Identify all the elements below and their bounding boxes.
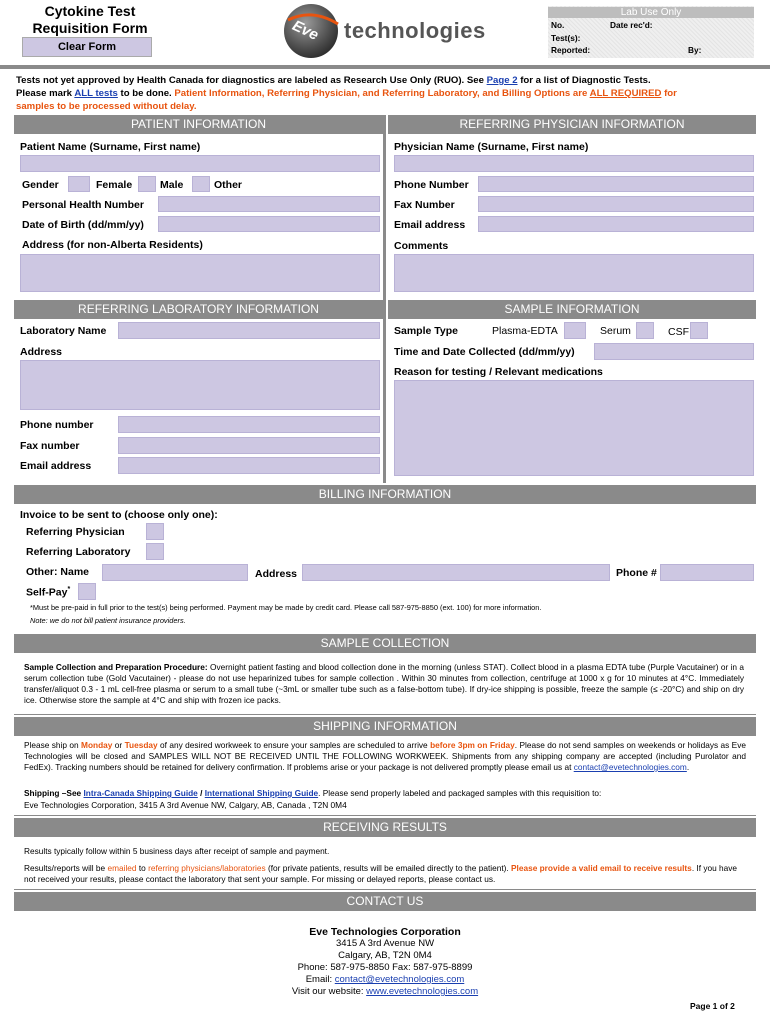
self-pay-label: Self-Pay* bbox=[26, 586, 71, 599]
gender-label: Gender bbox=[22, 179, 59, 191]
sample-type-label: Sample Type bbox=[394, 325, 458, 337]
serum-checkbox[interactable] bbox=[636, 322, 654, 339]
intra-canada-guide-link[interactable]: Intra-Canada Shipping Guide bbox=[83, 788, 198, 798]
column-divider-2 bbox=[383, 300, 386, 483]
lab-name-field[interactable] bbox=[118, 322, 380, 339]
self-pay-checkbox[interactable] bbox=[78, 583, 96, 600]
lab-fax-field[interactable] bbox=[118, 437, 380, 454]
logo-letters: Eve bbox=[289, 17, 322, 44]
female-checkbox[interactable] bbox=[68, 176, 90, 192]
lab-phone-label: Phone number bbox=[20, 419, 94, 431]
ref-phys-checkbox[interactable] bbox=[146, 523, 164, 540]
receiving-rule bbox=[14, 889, 756, 890]
other-name-field[interactable] bbox=[102, 564, 248, 581]
comments-field[interactable] bbox=[394, 254, 754, 292]
receiving-heading: RECEIVING RESULTS bbox=[14, 818, 756, 837]
lab-email-label: Email address bbox=[20, 460, 92, 472]
dob-label: Date of Birth (dd/mm/yy) bbox=[22, 219, 144, 231]
physician-email-field[interactable] bbox=[478, 216, 754, 232]
lab-address-field[interactable] bbox=[20, 360, 380, 410]
contact-addr1: 3415 A 3rd Avenue NW bbox=[335, 938, 435, 949]
csf-checkbox[interactable] bbox=[690, 322, 708, 339]
physician-email-label: Email address bbox=[394, 219, 466, 231]
collection-heading: SAMPLE COLLECTION bbox=[14, 634, 756, 653]
other-name-label: Other: Name bbox=[26, 566, 90, 578]
clear-form-button[interactable]: Clear Form bbox=[22, 37, 152, 57]
contact-company: Eve Technologies Corporation bbox=[309, 926, 461, 938]
page-number: Page 1 of 2 bbox=[690, 1001, 735, 1011]
billing-phone-field[interactable] bbox=[660, 564, 754, 581]
shipping-email-link[interactable]: contact@evetechnologies.com bbox=[573, 762, 687, 772]
ref-phys-label: Referring Physician bbox=[26, 526, 125, 538]
ref-lab-checkbox[interactable] bbox=[146, 543, 164, 560]
edta-label: Plasma-EDTA bbox=[492, 325, 558, 337]
lab-use-tests: Test(s): bbox=[551, 33, 581, 43]
collected-field[interactable] bbox=[594, 343, 754, 360]
patient-name-field[interactable] bbox=[20, 155, 380, 172]
male-checkbox[interactable] bbox=[138, 176, 156, 192]
shipping-text: Please ship on Monday or Tuesday of any desired workweek to ensure your samples are scheduled to arrive before 3pm on Friday. Please do not send samples on weekends or holidays as Eve Technologies will be closed and SAMPLES WILL NOT BE RECEIVED UNTIL THE FOLLOWING WORKWEEK. Shipments from any shipping company are accepted (including Purolator and FedEx). Tracking numbers should be retained for delivery confirmation. If problems arise or your package is not delivered promptly please email us at contact@evetechnologies.com. bbox=[24, 740, 746, 772]
contact-heading: CONTACT US bbox=[14, 892, 756, 911]
billing-note-2: Note: we do not bill patient insurance providers. bbox=[30, 616, 186, 625]
contact-addr2: Calgary, AB, T2N 0M4 bbox=[338, 950, 432, 961]
header-divider bbox=[0, 65, 770, 69]
receiving-p2: Results/reports will be emailed to referring physicians/laboratories (for private patients, results will be emailed directly to the patient). Please provide a valid email to receive results. If you have not received your results, please contact the laboratory that sent your sample. For missing or delayed reports, please contact us. bbox=[24, 863, 738, 884]
lab-use-date-recd: Date rec'd: bbox=[610, 20, 653, 30]
lab-email-field[interactable] bbox=[118, 457, 380, 474]
lab-use-box bbox=[548, 6, 754, 58]
dob-field[interactable] bbox=[158, 216, 380, 232]
collected-label: Time and Date Collected (dd/mm/yy) bbox=[394, 346, 575, 358]
phn-field[interactable] bbox=[158, 196, 380, 212]
ref-lab-label: Referring Laboratory bbox=[26, 546, 131, 558]
shipping-address: Eve Technologies Corporation, 3415 A 3rd Avenue NW, Calgary, AB, Canada , T2N 0M4 bbox=[24, 800, 347, 810]
shipping-heading: SHIPPING INFORMATION bbox=[14, 717, 756, 736]
patient-heading: PATIENT INFORMATION bbox=[14, 115, 383, 134]
notice: Tests not yet approved by Health Canada for diagnostics are labeled as Research Use Only (RUO). See Page 2 for a list of Diagnostic Tests. Please mark ALL tests to be done. Patient Information, Referring Physician, and Referring Laboratory, and Billing Options are ALL REQUIRED for samples to be processed without delay. bbox=[16, 75, 677, 112]
collection-text: Sample Collection and Preparation Procedure: Overnight patient fasting and blood collection done in the morning (unless STAT). Collect blood in a plasma EDTA tube (Purple Vacutainer) or in a serum collection tube (Gold Vacutainer) - please do not use heparinized tubes for sample collection . Within 30 minutes from collection, centrifuge at 1000 x g for 10 minutes at 4°C. Immediately transfer/aliquot 0.3 - 1 mL cell-free plasma or serum to a small tube (~3mL or smaller tube such as a false-bottom tube). If dry-ice shipping is possible, freeze the sample (≤ -20°C) and ship on dry ice. Otherwise store the sample at 4°C and ship with frozen ice packs. bbox=[24, 662, 744, 705]
contact-email-link[interactable]: contact@evetechnologies.com bbox=[334, 974, 465, 985]
column-divider bbox=[383, 115, 386, 300]
billing-phone-label: Phone # bbox=[616, 567, 657, 579]
lab-use-title: Lab Use Only bbox=[548, 7, 754, 18]
contact-block: Eve Technologies Corporation 3415 A 3rd Avenue NW Calgary, AB, T2N 0M4 Phone: 587-975-8850 Fax: 587-975-8899 Email: contact@evetechnologies.com Visit our website: www.evetechnologies.com bbox=[14, 926, 756, 998]
lab-name-label: Laboratory Name bbox=[20, 325, 107, 337]
reason-label: Reason for testing / Relevant medications bbox=[394, 366, 603, 378]
physician-phone-field[interactable] bbox=[478, 176, 754, 192]
lab-use-by: By: bbox=[688, 45, 702, 55]
billing-note-1: *Must be pre-paid in full prior to the test(s) being performed. Payment may be made by credit card. Please call 587-975-8850 (ext. 100) for more information. bbox=[30, 603, 542, 612]
sample-heading: SAMPLE INFORMATION bbox=[388, 300, 756, 319]
collection-rule bbox=[14, 714, 756, 715]
billing-heading: BILLING INFORMATION bbox=[14, 485, 756, 504]
form-title-line1: Cytokine Test bbox=[44, 3, 136, 19]
patient-address-field[interactable] bbox=[20, 254, 380, 292]
physician-phone-label: Phone Number bbox=[394, 179, 469, 191]
patient-address-label: Address (for non-Alberta Residents) bbox=[22, 239, 203, 251]
form-title bbox=[20, 3, 160, 37]
billing-address-label: Address bbox=[255, 568, 298, 580]
serum-label: Serum bbox=[600, 325, 631, 337]
website-link[interactable]: www.evetechnologies.com bbox=[366, 986, 479, 997]
receiving-p1: Results typically follow within 5 business days after receipt of sample and payment. bbox=[24, 846, 330, 856]
lab-use-no: No. bbox=[551, 20, 565, 30]
physician-name-label: Physician Name (Surname, First name) bbox=[394, 141, 589, 153]
physician-heading: REFERRING PHYSICIAN INFORMATION bbox=[388, 115, 756, 134]
other-label: Other bbox=[214, 179, 243, 191]
physician-fax-field[interactable] bbox=[478, 196, 754, 212]
female-label: Female bbox=[96, 179, 133, 191]
lab-use-reported: Reported: bbox=[551, 45, 591, 55]
male-label: Male bbox=[160, 179, 184, 191]
phn-label: Personal Health Number bbox=[22, 199, 144, 211]
lab-heading: REFERRING LABORATORY INFORMATION bbox=[14, 300, 383, 319]
shipping-guide: Shipping –See Intra-Canada Shipping Guide / International Shipping Guide. Please send properly labeled and packaged samples with this requisition to: bbox=[24, 788, 602, 798]
physician-fax-label: Fax Number bbox=[394, 199, 455, 211]
shipping-rule bbox=[14, 815, 756, 816]
reason-field[interactable] bbox=[394, 380, 754, 476]
physician-name-field[interactable] bbox=[394, 155, 754, 172]
lab-phone-field[interactable] bbox=[118, 416, 380, 433]
billing-address-field[interactable] bbox=[302, 564, 610, 581]
logo bbox=[282, 2, 492, 60]
comments-label: Comments bbox=[394, 240, 449, 252]
contact-phone: Phone: 587-975-8850 Fax: 587-975-8899 bbox=[297, 962, 473, 973]
logo-word: technologies bbox=[344, 18, 486, 43]
invoice-label: Invoice to be sent to (choose only one): bbox=[20, 509, 218, 521]
csf-label: CSF bbox=[668, 326, 689, 338]
form-title-line2: Requisition Form bbox=[32, 20, 148, 36]
page2-link[interactable]: Page 2 bbox=[486, 75, 518, 86]
lab-fax-label: Fax number bbox=[20, 440, 80, 452]
edta-checkbox[interactable] bbox=[564, 322, 586, 339]
all-tests-link[interactable]: ALL tests bbox=[74, 88, 118, 99]
patient-name-label: Patient Name (Surname, First name) bbox=[20, 141, 201, 153]
other-checkbox[interactable] bbox=[192, 176, 210, 192]
international-guide-link[interactable]: International Shipping Guide bbox=[204, 788, 319, 798]
lab-address-label: Address bbox=[20, 346, 63, 358]
